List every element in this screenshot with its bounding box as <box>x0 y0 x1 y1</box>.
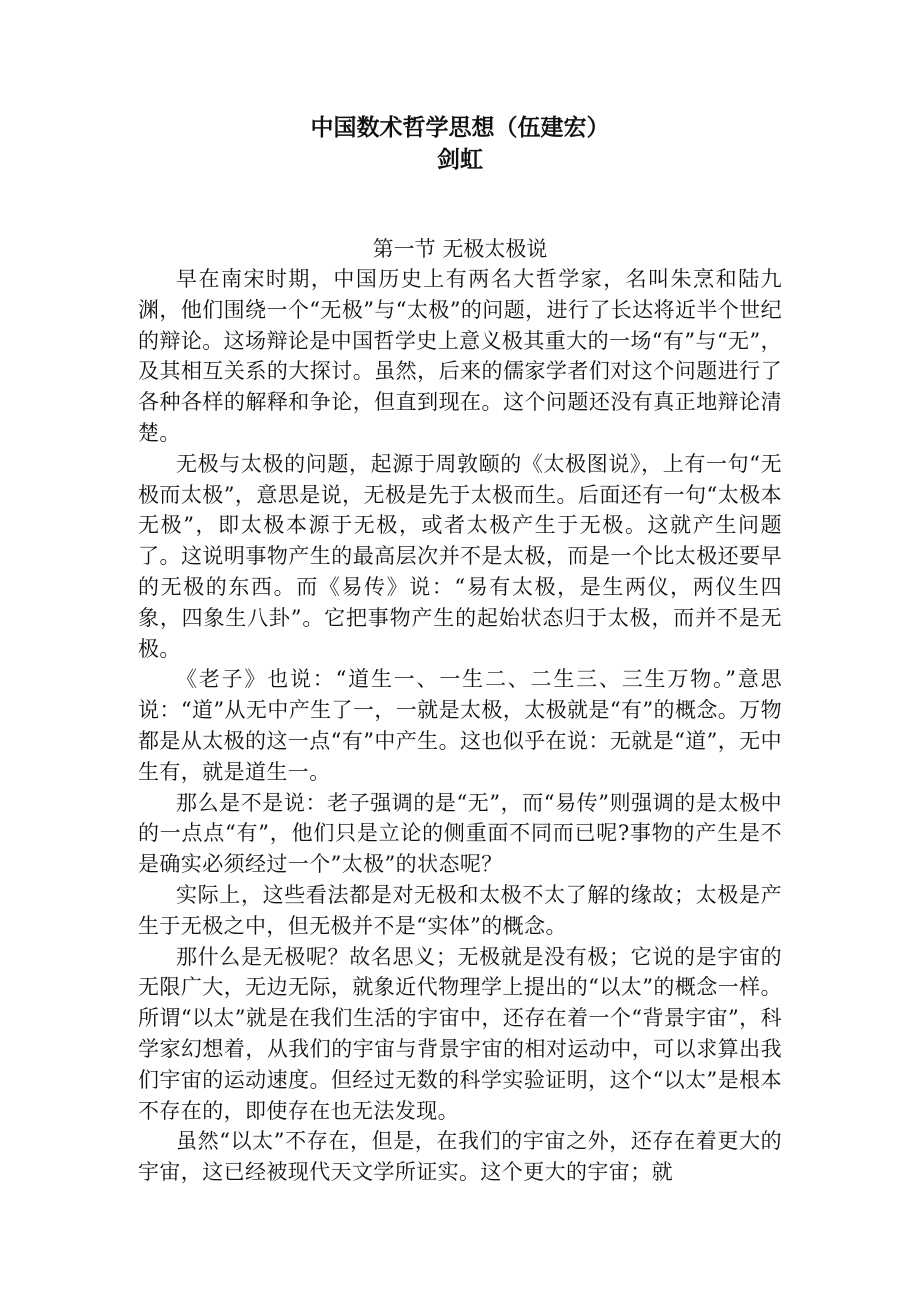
paragraph: 《老子》也说：“道生一、一生二、二生三、三生万物。”意思说：“道”从无中产生了一，一就是太极，太极就是“有”的概念。万物都是从太极的这一点“有”中产生。这也似乎在说：无就是“道”，无中生有，就是道生一。 <box>138 667 782 784</box>
document-page <box>138 112 782 1188</box>
paragraph: 实际上，这些看法都是对无极和太极不太了解的缘故；太极是产生于无极之中，但无极并不是“实体”的概念。 <box>138 882 782 938</box>
paragraph: 那么是不是说：老子强调的是“无”，而“易传”则强调的是太极中的一点点“有”，他们只是立论的侧重面不同而已呢?事物的产生是不是确实必须经过一个”太极”的状态呢？ <box>138 790 782 877</box>
paragraph: 无极与太极的问题，起源于周敦颐的《太极图说》，上有一句“无极而太极”，意思是说，无极是先于太极而生。后面还有一句“太极本无极”，即太极本源于无极，或者太极产生于无极。这就产生问题了。这说明事物产生的最高层次并不是太极，而是一个比太极还要早的无极的东西。而《易传》说：“易有太极，是生两仪，两仪生四象，四象生八卦”。它把事物产生的起始状态归于太极，而并不是无极。 <box>138 451 782 661</box>
paragraph: 那什么是无极呢？故名思义；无极就是没有极；它说的是宇宙的无限广大，无边无际，就象近代物理学上提出的“以太”的概念一样。所谓“以太”就是在我们生活的宇宙中，还存在着一个“背景宇宙”，科学家幻想着，从我们的宇宙与背景宇宙的相对运动中，可以求算出我们宇宙的运动速度。但经过无数的科学实验证明，这个“以太”是根本不存在的，即使存在也无法发现。 <box>138 944 782 1123</box>
document-author: 剑虹 <box>437 146 483 173</box>
document-title: 中国数术哲学思想（伍建宏） <box>310 114 610 141</box>
paragraph: 早在南宋时期，中国历史上有两名大哲学家，名叫朱烹和陆九渊，他们围绕一个“无极”与“太极”的问题，进行了长达将近半个世纪的辩论。这场辩论是中国哲学史上意义极其重大的一场“有”与“无”，及其相互关系的大探讨。虽然，后来的儒家学者们对这个问题进行了各种各样的解释和争论，但直到现在。这个问题还没有真正地辩论清楚。 <box>138 267 782 445</box>
paragraph: 虽然“以太”不存在，但是，在我们的宇宙之外，还存在着更大的宇宙，这已经被现代天文学所证实。这个更大的宇宙；就 <box>138 1129 782 1185</box>
section-heading: 第一节 无极太极说 <box>372 237 548 261</box>
